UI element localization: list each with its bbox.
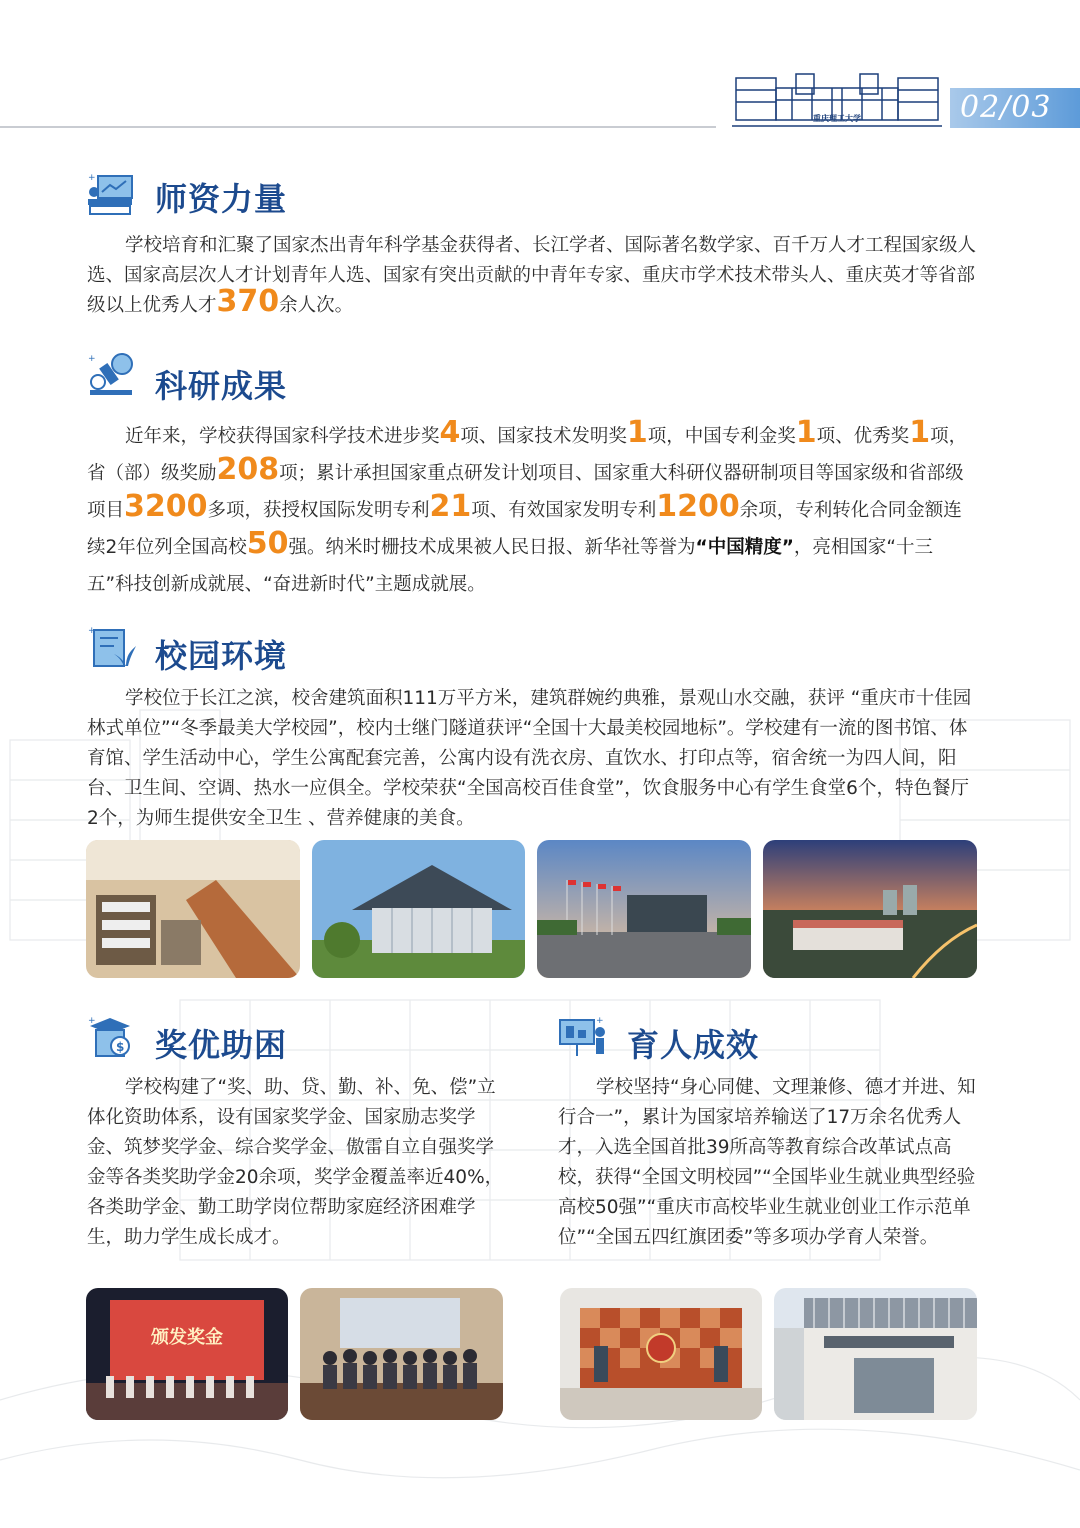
research-text-9: 余项，专利转化合同金额连续2年位列全国高校 <box>87 500 962 558</box>
photo-scholarship-ceremony <box>86 1288 288 1420</box>
faculty-text-1: 学校培育和汇聚了国家杰出青年科学基金获得者、长江学者、国际著名数学家、百千万人才工程国家级人选、国家高层次人才计划青年人选、国家有突出贡献的中青年专家、重庆市学术技术带头人、重庆英才等省部级以上优秀人才 <box>87 235 977 316</box>
photo-library-interior <box>86 840 300 978</box>
section-title-education: 育人成效 <box>627 1026 760 1064</box>
research-number-7: 21 <box>429 489 472 524</box>
photo-career-center-hall <box>560 1288 762 1420</box>
photo-campus-square <box>537 840 751 978</box>
faculty-text-2: 余人次。 <box>279 295 354 316</box>
photo-banner-text: 颁发奖金 <box>151 1327 223 1347</box>
research-number-5: 208 <box>216 452 280 487</box>
svg-text:+: + <box>88 173 96 183</box>
page-number: 02/03 <box>960 90 1052 125</box>
research-number-6: 3200 <box>124 489 208 524</box>
scholarship-icon <box>86 1014 138 1058</box>
research-number-1: 4 <box>439 415 461 450</box>
campus-plant-icon <box>86 624 138 668</box>
faculty-number: 370 <box>216 284 280 319</box>
teacher-board-icon <box>86 172 138 216</box>
svg-text:+: + <box>88 626 96 636</box>
aid-text: 学校构建了“奖、助、贷、勤、补、免、偿”立体化资助体系，设有国家奖学金、国家励志奖学金、筑梦奖学金、综合奖学金、傲雷自立自强奖学金等各类奖助学金20余项，奖学金覆盖率近40%，各类助学金、勤工助学岗位帮助家庭经济困难学生，助力学生成长成才。 <box>87 1077 504 1248</box>
svg-text:+: + <box>596 1016 604 1026</box>
research-text-6: 项；累计承担国家重点研发计划项目、国家重大科研仪器研制项目等国家级和省部级项目 <box>87 463 964 521</box>
section-title-campus: 校园环境 <box>155 637 288 675</box>
campus-text: 学校位于长江之滨，校舍建筑面积111万平方米，建筑群婉约典雅，景观山水交融，获评 “重庆市十佳园林式单位”“冬季最美大学校园”，校内士继门隧道获评“全国十大最美校园地标”。学校建有一流的图书馆、体育馆、学生活动中心，学生公寓配套完善，公寓内设有洗衣房、直饮水、打印点等，宿舍统一为四人间，阳台、卫生间、空调、热水一应俱全。学校荣获“全国高校百佳食堂”，饮食服务中心有学生食堂6个，特色餐厅2个，为师生提供安全卫生 、营养健康的美食。 <box>87 688 972 829</box>
header-rule <box>0 126 716 128</box>
research-text-7: 多项，获授权国际发明专利 <box>207 500 430 521</box>
photo-modern-building <box>312 840 525 978</box>
university-building-logo <box>732 70 942 132</box>
research-text-5: 项，省（部）级奖励 <box>87 426 968 484</box>
photo-incubation-building <box>774 1288 977 1420</box>
education-text: 学校坚持“身心同健、文理兼修、德才并进、知行合一”，累计为国家培养输送了17万余名优秀人才，入选全国首批39所高等教育综合改革试点高校，获得“全国文明校园”“全国毕业生就业典型经验高校50强”“重庆市高校毕业生就业创业工作示范单位”“全国五四红旗团委”等多项办学育人荣誉。 <box>558 1077 976 1248</box>
faculty-paragraph <box>87 231 979 321</box>
presentation-icon <box>556 1014 608 1058</box>
research-number-9: 50 <box>246 526 289 561</box>
research-text-8: 项、有效国家发明专利 <box>471 500 657 521</box>
photo-group-meeting <box>300 1288 503 1420</box>
photo-campus-aerial-dusk <box>763 840 977 978</box>
research-paragraph <box>87 415 979 603</box>
section-title-aid: 奖优助困 <box>155 1026 288 1064</box>
research-text-11: ，亮相国家“十三五”科技创新成就展、“奋进新时代”主题成就展。 <box>87 537 933 595</box>
campus-paragraph <box>87 684 979 834</box>
aid-paragraph <box>87 1073 507 1253</box>
research-number-8: 1200 <box>656 489 740 524</box>
section-title-research: 科研成果 <box>155 367 288 405</box>
research-text-2: 项、国家技术发明奖 <box>460 426 627 447</box>
svg-text:$: $ <box>116 1040 125 1054</box>
research-number-2: 1 <box>626 415 648 450</box>
svg-text:+: + <box>88 1016 96 1026</box>
research-text-3: 项，中国专利金奖 <box>647 426 796 447</box>
education-paragraph <box>558 1073 978 1253</box>
research-highlight: “中国精度” <box>695 537 794 558</box>
logo-text: 重庆理工大学 <box>813 114 861 123</box>
research-text-1: 近年来，学校获得国家科学技术进步奖 <box>125 426 440 447</box>
research-number-4: 1 <box>909 415 931 450</box>
research-text-4: 项、优秀奖 <box>816 426 910 447</box>
research-text-10: 强。纳米时栅技术成果被人民日报、新华社等誉为 <box>288 537 696 558</box>
microscope-icon <box>86 352 138 396</box>
section-title-faculty: 师资力量 <box>155 180 288 218</box>
research-number-3: 1 <box>795 415 817 450</box>
svg-text:+: + <box>88 354 96 364</box>
